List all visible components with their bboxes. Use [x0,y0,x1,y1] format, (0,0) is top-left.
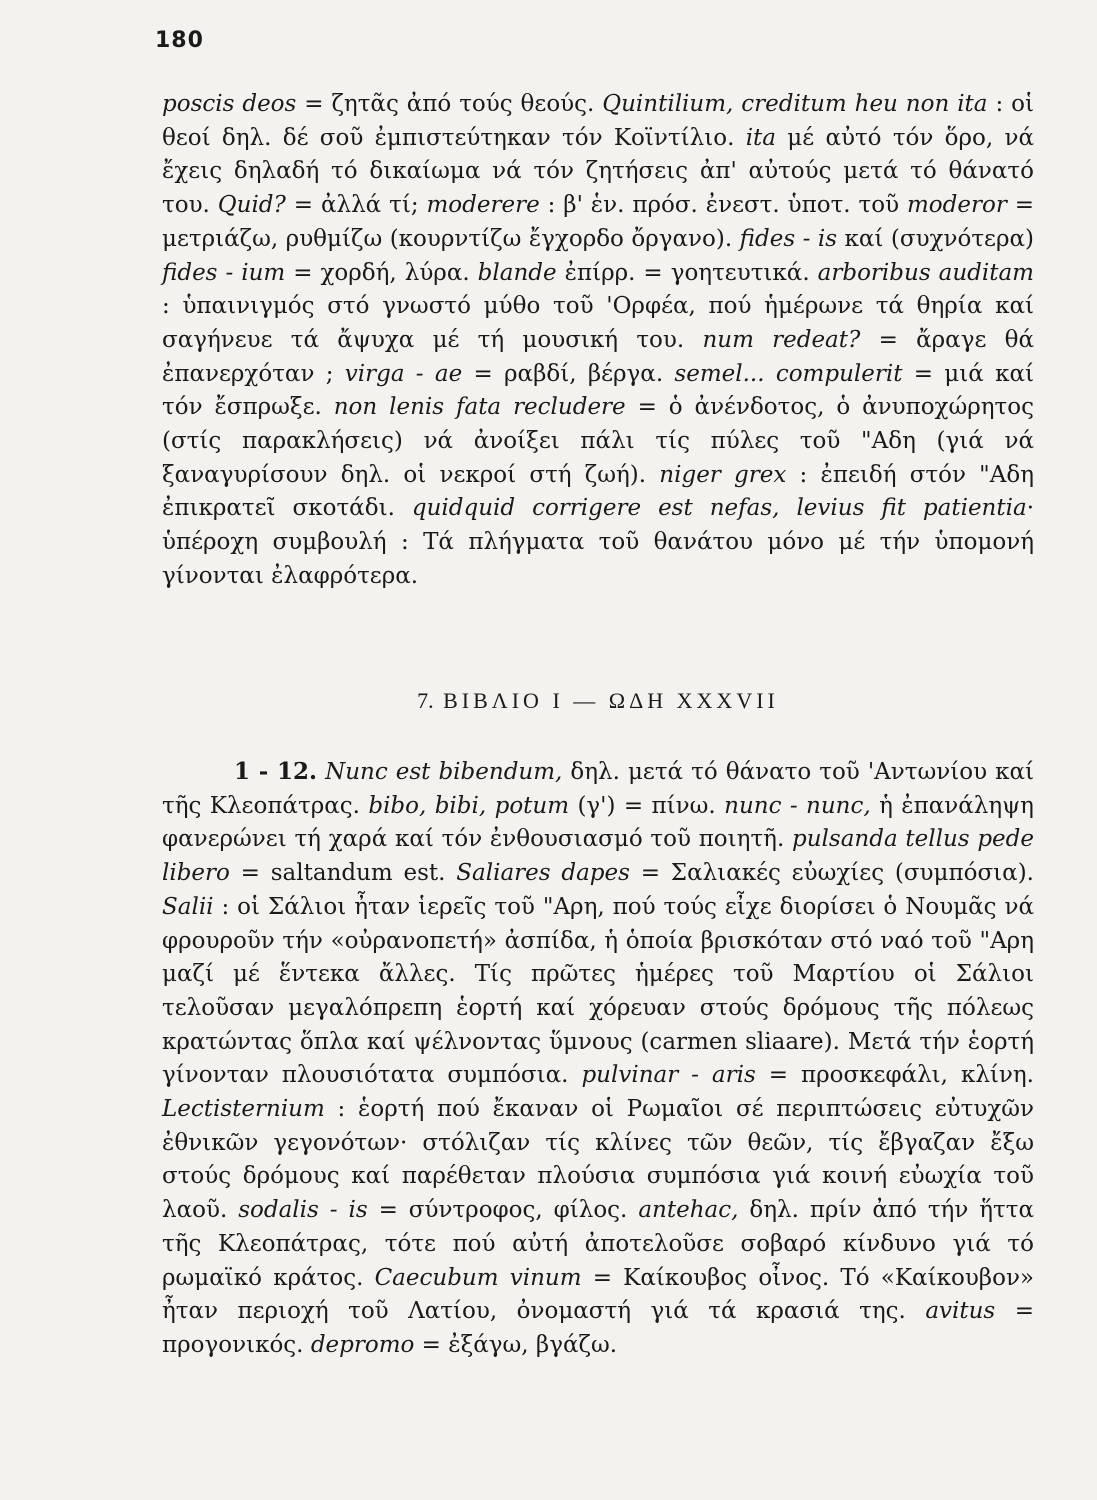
gloss-text: · ὑπέροχη συμβουλή : Τά πλήγματα τοῦ θανάτου μόνο μέ τήν ὑπομονή γίνονται ἐλαφρότερα. [162,495,1034,589]
latin-term: pulsanda tellus pede libero [162,826,1034,887]
gloss-text: = προγονικός. [162,1298,1034,1358]
gloss-text: : οἱ θεοί δηλ. δέ σοῦ ἐμπιστεύτηκαν τόν Κοϊντίλιο. [162,91,1034,151]
gloss-text: = προσκεφάλι, κλίνη. [755,1062,1034,1089]
gloss-text: δηλ. μετά τό θάνατο τοῦ 'Αντωνίου καί τῆς Κλεοπάτρας. [162,759,1035,819]
latin-term: bibo, bibi, potum [368,792,570,819]
latin-term: depromo [310,1331,415,1358]
gloss-text: : ἐπειδή στόν "Αδη ἐπικρατεῖ σκοτάδι. [162,461,1034,522]
gloss-text: = Σαλιακές εὐωχίες (συμπόσια). [629,860,1034,887]
verse-range: 1 - 12. [234,758,318,785]
latin-term: non lenis fata recludere [333,394,626,421]
latin-term: fides - ium [162,259,286,286]
section-heading [162,688,1034,714]
latin-term: Quid? [217,192,286,219]
latin-term: niger grex [659,461,787,488]
latin-term: blande [477,259,557,286]
latin-term: Quintilium, creditum heu non ita [602,91,988,117]
latin-term: pulvinar - aris [581,1062,756,1089]
gloss-text: : οἱ Σάλιοι ἦταν ἱερεῖς τοῦ "Αρη, πού τούς εἶχε διορίσει ὁ Νουμᾶς νά φρουροῦν τήν «οὐρανοπετή» ἀσπίδα, ἡ ὁποία βρισκόταν στό ναό τοῦ "Αρη μαζί μέ ἕντεκα ἄλλες. Τίς πρῶτες ἡμέρες τοῦ Μαρτίου οἱ Σάλιοι τελοῦσαν μεγαλόπρεπη ἑορτή καί χόρευαν στούς δρόμους τῆς πόλεως κρατώντας ὅπλα καί ψέλνοντας ὕμνους (carmen sliaare). Μετά τήν ἑορτή γίνονταν πλουσιότατα συμπόσια. [162,893,1034,1089]
latin-term: sodalis - is [238,1197,368,1224]
latin-term: Saliares dapes [456,860,630,887]
gloss-text: = ἐξάγω, βγάζω. [414,1331,618,1358]
latin-term: moderor [906,192,1007,219]
commentary-paragraph-ode-36 [162,88,1034,594]
latin-term: antehac, [638,1197,739,1224]
gloss-text: = σύντροφος, φίλος. [367,1197,639,1224]
latin-term: arboribus auditam [817,259,1034,286]
latin-term: quidquid corrigere est nefas, levius fit patientia [411,495,1027,522]
commentary-paragraph-ode-37 [162,755,1034,1363]
gloss-text [317,759,325,785]
latin-term: num redeat? [702,326,861,353]
section-number: 7. [417,688,434,713]
latin-term: ita [745,124,776,151]
gloss-text: μέ αὐτό τόν ὅρο, νά ἔχεις δηλαδή τό δικαίωμα νά τόν ζητήσεις ἀπ' αὐτούς μετά τό θάνατό του. [162,124,1034,219]
page-number: 180 [155,28,204,53]
section-title: ΒΙΒΛΙΟ Ι — ΩΔΗ XXXVII [443,688,779,713]
latin-term: Salii [162,893,214,920]
latin-term: poscis deos [162,91,297,117]
gloss-text: = Καίκουβος οἶνος. Τό «Καίκουβον» ἦταν περιοχή τοῦ Λατίου, ὀνομαστή γιά τά κρασιά της. [162,1264,1035,1325]
gloss-text: = saltandum est. [229,860,457,887]
latin-term: Nunc est bibendum, [325,759,563,785]
gloss-text: = ζητᾶς ἀπό τούς θεούς. [296,91,603,117]
latin-term: Lectisternium [162,1096,325,1123]
latin-term: Caecubum vinum [374,1264,582,1291]
gloss-text: ἐπίρρ. = γοητευτικά. [556,259,818,286]
gloss-text: = μετριάζω, ρυθμίζω (κουρντίζω ἔγχορδο ὄργανο). [162,192,1034,252]
gloss-text: ἡ ἐπανάληψη φανερώνει τή χαρά καί τόν ἐνθουσιασμό τοῦ ποιητῆ. [162,792,1034,853]
gloss-text: = χορδή, λύρα. [285,259,478,286]
gloss-text: = μιά καί τόν ἔσπρωξε. [162,360,1034,421]
gloss-text: = ἀλλά τί; [285,192,427,219]
gloss-text: : ὑπαινιγμός στό γνωστό μύθο τοῦ 'Ορφέα, πού ἡμέρωνε τά θηρία καί σαγήνευε τά ἄψυχα μέ τή μουσική του. [162,293,1034,353]
gloss-text: : β' ἑν. πρόσ. ἐνεστ. ὑποτ. τοῦ [539,192,907,219]
gloss-text: δηλ. πρίν ἀπό τήν ἥττα τῆς Κλεοπάτρας, τότε πού αὐτή ἀποτελοῦσε σοβαρό κίνδυνο γιά τό ρωμαϊκό κράτος. [162,1197,1035,1291]
gloss-text: = ἄραγε θά ἐπανερχόταν ; [162,326,1034,387]
gloss-text: = ραβδί, βέργα. [462,360,675,387]
gloss-text: (γ') = πίνω. [569,792,725,819]
gloss-text: = ὁ ἀνένδοτος, ὁ ἀνυποχώρητος (στίς παρακλήσεις) νά ἀνοίξει πάλι τίς πύλες τοῦ "Αδη (γιά νά ξαναγυρίσουν δηλ. οἱ νεκροί στή ζωή). [162,394,1034,488]
latin-term: nunc - nunc, [724,792,871,819]
latin-term: semel... compulerit [674,360,903,387]
latin-term: fides - is [739,225,838,252]
gloss-text: : ἑορτή πού ἔκαναν οἱ Ρωμαῖοι σέ περιπτώσεις εὐτυχῶν ἐθνικῶν γεγονότων· στόλιζαν τίς κλίνες τῶν θεῶν, τίς ἔβγαζαν ἔξω στούς δρόμους καί παρέθεταν πλούσια συμπόσια γιά κοινή εὐωχία τοῦ λαοῦ. [162,1096,1034,1224]
latin-term: moderere [426,192,540,219]
latin-term: avitus [925,1298,996,1325]
latin-term: virga - ae [344,360,463,387]
gloss-text: καί (συχνότερα) [837,225,1034,252]
